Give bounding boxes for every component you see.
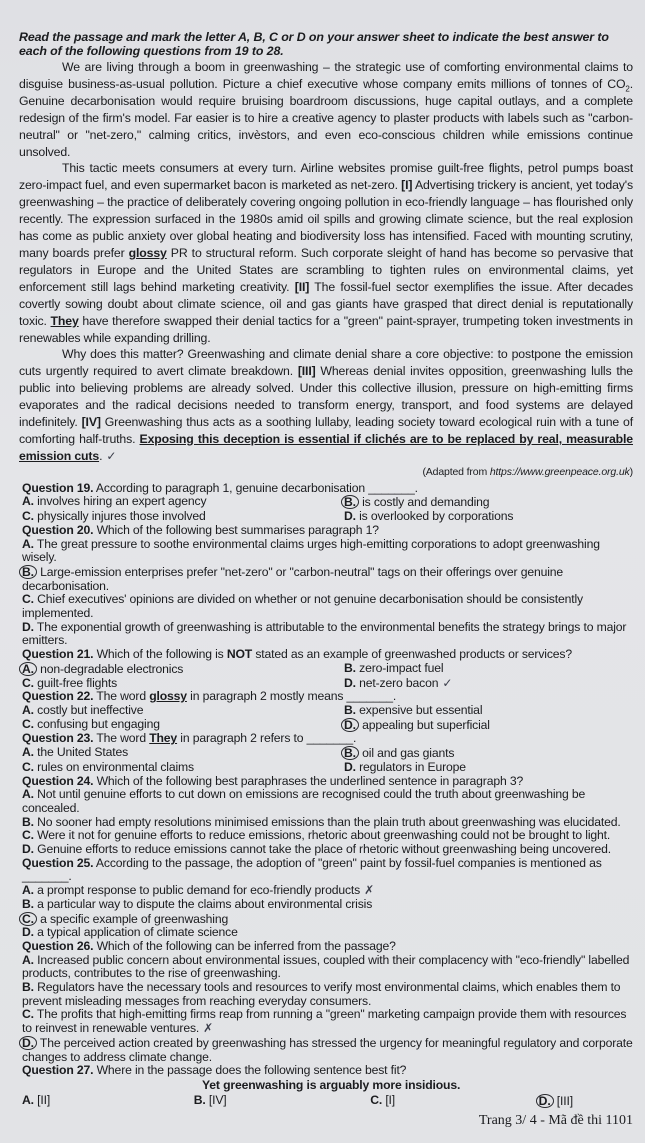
question-label: Question 23. (22, 731, 94, 746)
p1-text-1: We are living through a boom in greenwashing – the strategic use of comforting environmental claims to disguise business-as-usual pollution. Picture a chief executive whose company emits millions of tonnes of CO (19, 60, 633, 91)
question-text: Where in the passage does the following sentence best fit? (93, 1063, 407, 1078)
question-text: According to paragraph 1, genuine decarbonisation _______. (93, 480, 418, 495)
option-a[interactable] (22, 704, 344, 718)
option-letter: B. (344, 660, 356, 675)
q22-options (22, 704, 633, 732)
marker-i: [I] (401, 178, 413, 193)
question-label: Question 20. (22, 522, 94, 537)
option-letter-circled: C. (19, 912, 37, 926)
p3-text-2: Whereas denial invites opposition, greenwashing lulls the public into believing problems are already solved. Under this collective illusion, pressure on high-emitting firms evaporates and the radical decisions needed to transform energy, transport, and food systems are delayed indefinitely. (19, 364, 633, 430)
word-they: They (50, 313, 79, 328)
option-letter: A. (22, 536, 34, 551)
source-url: https://www.greenpeace.org.uk (489, 465, 630, 478)
option-letter: B. (344, 703, 356, 717)
question-label: Question 24. (22, 773, 94, 788)
question-20 (22, 524, 633, 538)
marker-iv: [IV] (81, 415, 101, 430)
option-b-selected[interactable] (22, 565, 633, 593)
page-footer: Trang 3/ 4 - Mã đề thi 1101 (478, 1113, 633, 1129)
option-text: guilt-free flights (33, 675, 118, 690)
option-text: the United States (33, 745, 129, 760)
p2-text-1: This tactic meets consumers at every turn. Airline websites promise guilt-free flights, petrol pumps boast zero-impact fuel, and even supermarket bacon is marketed as net-zero. (19, 161, 633, 193)
option-letter: C. (22, 1007, 34, 1022)
co2-subscript: 2 (625, 84, 630, 94)
option-c[interactable] (22, 510, 344, 524)
q23-options (22, 746, 633, 774)
option-letter: A. (22, 883, 34, 898)
option-letter: D. (344, 759, 356, 774)
option-text: zero-impact fuel (355, 660, 444, 675)
source-suffix: ) (629, 465, 633, 478)
questions (19, 482, 633, 1109)
word-glossy: glossy (128, 245, 167, 260)
option-d[interactable] (344, 677, 633, 691)
p2-text-4: The fossil-fuel sector exemplifies the issue. After decades covertly sowing doubt about climate science, oil and gas giants have grasped that direct denial is reputationally toxic. (19, 279, 633, 328)
option-a[interactable] (22, 788, 633, 815)
option-text: oil and gas giants (358, 746, 455, 761)
option-letter: A. (22, 745, 34, 760)
option-c[interactable] (370, 1094, 395, 1109)
option-text: Large-emission enterprises prefer "net-zero" or "carbon-neutral" tags on their offerings over genuine decarbonisation. (22, 564, 564, 593)
option-letter: D. (22, 619, 34, 634)
option-letter: A. (22, 703, 34, 717)
target-word: They (149, 731, 178, 746)
marker-ii: [II] (294, 279, 310, 294)
option-text: confusing but engaging (33, 716, 160, 731)
option-letter: C. (22, 716, 34, 731)
option-a[interactable] (22, 495, 344, 510)
option-c[interactable] (22, 718, 344, 733)
option-letter-circled: B. (341, 495, 359, 509)
option-d[interactable] (22, 843, 633, 857)
not-emphasis: NOT (226, 647, 253, 662)
option-text: Not until genuine efforts to cut down on emissions are recognised could the truth about greenwashing be concealed. (22, 787, 586, 815)
option-text: rules on environmental claims (33, 759, 194, 774)
option-letter: C. (22, 509, 34, 524)
question-text-b: in paragraph 2 mostly means _______. (186, 689, 397, 704)
option-letter-circled: D. (341, 718, 359, 732)
option-text: regulators in Europe (355, 759, 466, 774)
option-text: is costly and demanding (358, 495, 490, 510)
question-text: Which of the following best summarises paragraph 1? (93, 522, 379, 537)
q27-options (22, 1094, 633, 1109)
question-label: Question 26. (22, 938, 94, 953)
question-text-a: The word (93, 731, 150, 746)
option-d-selected[interactable] (539, 1094, 573, 1109)
option-b[interactable] (344, 704, 633, 718)
paragraph-2 (19, 160, 633, 346)
q19-options (22, 495, 633, 523)
option-text: Increased public concern about environmental issues, coupled with their complacency with "eco-friendly" labelled products, contributes to the rise of greenwashing. (22, 952, 630, 981)
option-letter: D. (22, 842, 34, 857)
option-letter-circled: D. (536, 1094, 554, 1108)
option-text: [IV] (205, 1092, 227, 1107)
p3-text-3: Greenwashing thus acts as a soothing lullaby, leading society toward ecological ruin with a tune of comforting half-truths. (19, 415, 633, 446)
p3-end: . (99, 448, 103, 463)
option-b-selected[interactable] (344, 746, 633, 761)
option-letter: C. (22, 828, 34, 843)
option-d[interactable] (344, 761, 633, 775)
option-letter: D. (344, 509, 356, 524)
cross-mark-icon: ✗ (203, 1021, 214, 1036)
question-22 (22, 690, 633, 704)
option-letter: A. (22, 952, 34, 967)
option-text: The profits that high-emitting firms reap from running a "green" marketing campaign provide them with resources to reinvest in renewable ventures. (22, 1007, 627, 1036)
option-text: Chief executives' opinions are divided on whether or not genuine decarbonisation should be consistently implemented. (22, 592, 583, 621)
option-text: Regulators have the necessary tools and resources to verify most environmental claims, which enables them to prevent misleading messages from reaching everyday consumers. (22, 980, 621, 1008)
question-text: Which of the following can be inferred from the passage? (93, 938, 396, 953)
option-letter: D. (344, 675, 356, 690)
option-text: a typical application of climate science (33, 925, 238, 940)
question-text: According to the passage, the adoption of "green" paint by fossil-fuel companies is mentioned as _______. (22, 855, 602, 884)
question-text-a: The word (93, 689, 150, 704)
source-citation (19, 465, 633, 480)
option-letter: B. (22, 896, 34, 911)
question-label: Question 22. (22, 689, 94, 704)
option-d-selected[interactable] (22, 1036, 633, 1064)
option-d[interactable] (22, 621, 633, 648)
option-a[interactable] (22, 884, 633, 898)
option-a[interactable] (22, 1094, 50, 1109)
option-text: a prompt response to public demand for eco-friendly products (33, 883, 361, 898)
instructions: Read the passage and mark the letter A, B, C or D on your answer sheet to indicate the best answer to each of the following questions from 19 to 28. (19, 30, 609, 58)
option-letter: C. (22, 759, 34, 774)
option-letter: D. (22, 925, 34, 940)
marker-iii: [III] (297, 364, 316, 379)
option-b[interactable] (344, 662, 633, 677)
option-text: [III] (553, 1093, 573, 1108)
question-26 (22, 940, 633, 954)
option-letter: B. (193, 1092, 206, 1107)
option-a[interactable] (22, 746, 344, 761)
option-text: costly but ineffective (33, 703, 144, 717)
option-text: a particular way to dispute the claims about environmental crisis (33, 896, 373, 911)
p2-text-5: have therefore swapped their denial tactics for a "green" paint-sprayer, trumpeting token investments in renewables while expanding drilling. (19, 313, 633, 345)
option-text: appealing but superficial (358, 717, 490, 732)
option-letter-circled: D. (19, 1036, 37, 1050)
p3-text-1: Why does this matter? Greenwashing and climate denial share a core objective: to postpone the emission cuts urgently required to avert climate breakdown. (19, 347, 633, 379)
option-letter: A. (22, 787, 34, 802)
question-24 (22, 775, 633, 789)
source-prefix: (Adapted from (422, 465, 490, 478)
option-text: physically injures those involved (33, 509, 206, 524)
p2-text-2: Advertising trickery is ancient, yet today's greenwashing – the practice of deliberately covering ongoing pollution in eco-friendly language – has flourished only recently. The expression surfaced in the 1980s amid oil spills and growing climate science, but the real explosion has come as public anxiety over global heating and biodiversity loss has intensified. Faced with mounting scrutiny, many boards prefer (19, 178, 633, 260)
underlined-sentence: Exposing this deception is essential if clichés are to be replaced by real, measurable emission cuts (19, 431, 633, 463)
question-text-b: stated as an example of greenwashed products or services? (252, 647, 572, 662)
option-letter: B. (22, 980, 34, 995)
option-letter-circled: A. (19, 662, 37, 676)
option-b[interactable] (22, 816, 633, 830)
option-text: involves hiring an expert agency (33, 494, 207, 509)
option-c[interactable] (22, 677, 344, 691)
option-text: expensive but essential (355, 703, 483, 717)
p1-text-2: . Genuine decarbonisation would require bruising boardroom discussions, huge capital outlays, and a complete redesign of the firm's model. Far easier is to hire a creative agency to plaster products with labels such as "carbon-neutral" or "net-zero," calming critics, invèstors, and even eco-conscious children while emissions continue unsolved. (19, 76, 633, 159)
option-c[interactable] (22, 829, 633, 843)
option-text: Were it not for genuine efforts to reduce emissions, rhetoric about greenwashing could not be brought to light. (33, 828, 611, 843)
question-label: Question 19. (22, 480, 94, 495)
p2-text-3: PR to structural reform. Such corporate sleight of hand has become so pervasive that regulators in Europe and the United States are scrambling to tighten rules on environmental claims, yet enforcement still lags behind marketing creativity. (19, 245, 633, 294)
option-a[interactable] (22, 954, 633, 981)
option-letter-circled: B. (19, 565, 37, 579)
option-a-selected[interactable] (22, 662, 344, 677)
option-b-selected[interactable] (344, 495, 633, 510)
question-label: Question 25. (22, 855, 94, 870)
option-text: The great pressure to soothe environmental claims urges high-emitting corporations to adopt greenwashing wisely. (22, 536, 600, 565)
option-d[interactable] (22, 926, 633, 940)
option-letter: A. (22, 1092, 34, 1107)
option-text: The perceived action created by greenwashing has stressed the urgency for meaningful regulatory and corporate changes to address climate change. (22, 1035, 633, 1064)
paragraph-1 (19, 59, 633, 160)
option-text: No sooner had empty resolutions minimised emissions than the plain truth about greenwashing was elucidated. (33, 814, 621, 829)
option-text: The exponential growth of greenwashing is attributable to the environmental benefits the strategy brings to major emitters. (22, 619, 627, 648)
option-a[interactable] (22, 538, 633, 565)
option-text: Genuine efforts to reduce emissions cannot take the place of rhetoric without greenwashing being uncovered. (33, 842, 611, 857)
option-c-selected[interactable] (22, 912, 633, 927)
cross-mark-icon: ✗ (364, 883, 374, 898)
option-d-selected[interactable] (344, 718, 633, 733)
question-27 (22, 1064, 633, 1078)
option-text: [I] (382, 1092, 396, 1107)
paragraph-3 (19, 346, 633, 464)
checkmark-icon: ✓ (442, 675, 453, 690)
target-word: glossy (149, 689, 187, 704)
insert-sentence: Yet greenwashing is arguably more insidious. (202, 1077, 461, 1092)
option-c[interactable] (22, 1008, 633, 1035)
question-label: Question 27. (22, 1063, 94, 1078)
option-text: [II] (33, 1092, 51, 1107)
option-letter: C. (370, 1092, 383, 1107)
option-text: is overlooked by corporations (355, 509, 514, 524)
question-label: Question 21. (22, 647, 94, 662)
option-text: a specific example of greenwashing (36, 911, 229, 926)
option-b[interactable] (194, 1094, 227, 1109)
option-b[interactable] (22, 898, 633, 912)
question-text-b: in paragraph 2 refers to _______. (177, 731, 357, 746)
question-25 (22, 857, 633, 884)
option-b[interactable] (22, 981, 633, 1008)
question-text: Which of the following best paraphrases the underlined sentence in paragraph 3? (93, 773, 524, 788)
q21-options (22, 662, 633, 690)
option-letter: A. (22, 494, 34, 509)
option-text: non-degradable electronics (36, 661, 184, 676)
option-letter: C. (22, 675, 34, 690)
option-letter-circled: B. (341, 746, 359, 760)
option-letter: B. (22, 814, 34, 829)
option-text: net-zero bacon (355, 675, 439, 690)
question-text-a: Which of the following is (93, 647, 227, 662)
option-c[interactable] (22, 761, 344, 775)
checkmark-icon: ✓ (106, 448, 117, 463)
option-c[interactable] (22, 593, 633, 620)
question-19 (22, 482, 633, 496)
option-letter: C. (22, 592, 34, 607)
question-21 (22, 648, 633, 662)
reading-passage (19, 59, 633, 480)
question-23 (22, 732, 633, 746)
option-d[interactable] (344, 510, 633, 524)
